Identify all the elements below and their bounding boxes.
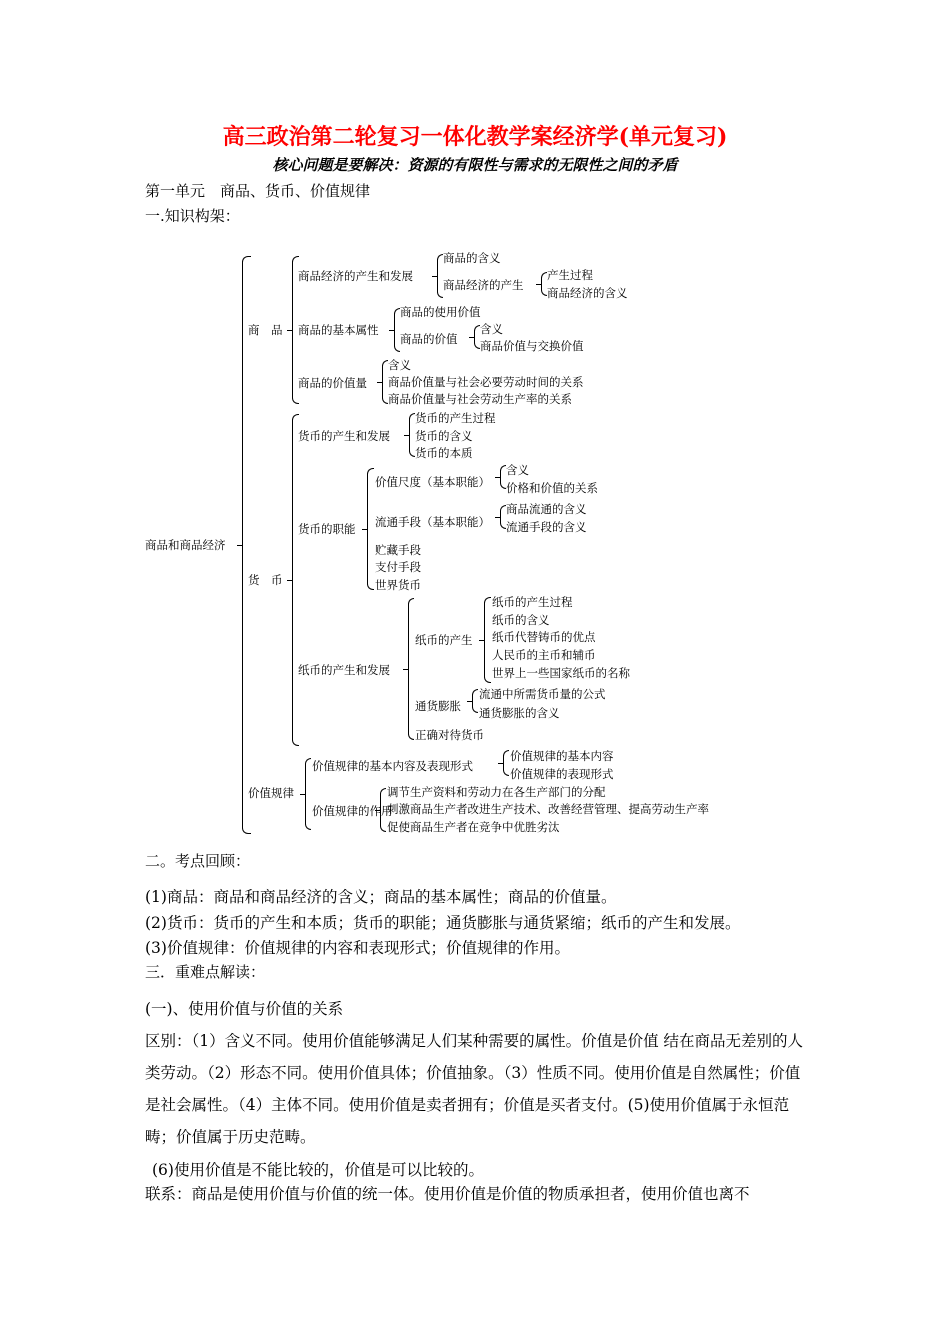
brace-money-c bbox=[408, 598, 414, 740]
tree-leaf: 商品的使用价值 bbox=[400, 305, 481, 319]
brace-money-c1 bbox=[484, 597, 491, 683]
section-review: 二。考点回顾： bbox=[145, 852, 251, 870]
tree-node: 货币的职能 bbox=[298, 522, 356, 536]
tree-node: 价值规律的作用 bbox=[312, 804, 393, 818]
tree-node: 商品的基本属性 bbox=[298, 323, 379, 337]
tree-leaf: 含义 bbox=[388, 358, 411, 372]
review-item: (3)价值规律：价值规律的内容和表现形式；价值规律的作用。 bbox=[145, 939, 570, 957]
tree-leaf: 纸币的产生过程 bbox=[492, 595, 573, 609]
difference-item-6: (6)使用价值是不能比较的，价值是可以比较的。 bbox=[152, 1161, 484, 1179]
tree-node: 商品经济的产生 bbox=[443, 278, 524, 292]
difference-paragraph: 区别：（1）含义不同。使用价值能够满足人们某种需要的属性。价值是价值 结在商品无差别的人类劳动。（2）形态不同。使用价值具体；价值抽象。（3）性质不同。使用价值是自然属性；价值是社会属性。（4）主体不同。使用价值是卖者拥有；价值是买者支付。(5)使用价值属于永恒范畴；价值属于历史范畴。 bbox=[145, 1032, 804, 1146]
tree-node: 流通手段（基本职能） bbox=[375, 515, 490, 529]
tree-leaf: 纸币的含义 bbox=[492, 613, 550, 627]
page-subtitle: 核心问题是要解决：资源的有限性与需求的无限性之间的矛盾 bbox=[272, 156, 678, 174]
tree-leaf: 贮藏手段 bbox=[375, 543, 421, 557]
tree-leaf: 纸币代替铸币的优点 bbox=[492, 630, 596, 644]
tree-money: 货 币 bbox=[248, 573, 283, 587]
tree-leaf: 世界货币 bbox=[375, 578, 421, 592]
tree-leaf: 世界上一些国家纸币的名称 bbox=[492, 666, 630, 680]
brace-money bbox=[292, 414, 299, 746]
section-key-points: 三．重难点解读： bbox=[145, 963, 266, 981]
tree-leaf: 刺激商品生产者改进生产技术、改善经营管理、提高劳动生产率 bbox=[387, 802, 709, 816]
tree-node: 货币的产生和发展 bbox=[298, 429, 390, 443]
brace-money-c2 bbox=[472, 689, 478, 713]
tree-leaf: 价值规律的表现形式 bbox=[510, 767, 614, 781]
tree-node: 价值规律的基本内容及表现形式 bbox=[312, 759, 473, 773]
tree-leaf: 货币的本质 bbox=[415, 446, 473, 460]
tree-leaf: 流通中所需货币量的公式 bbox=[479, 687, 606, 701]
brace-root bbox=[242, 256, 251, 834]
tree-leaf: 通货膨胀的含义 bbox=[479, 706, 560, 720]
tree-node: 商品的价值量 bbox=[298, 376, 367, 390]
tree-leaf: 商品流通的含义 bbox=[506, 502, 587, 516]
tree-leaf: 调节生产资料和劳动力在各生产部门的分配 bbox=[387, 785, 606, 799]
tree-node: 价值尺度（基本职能） bbox=[375, 475, 490, 489]
page-title: 高三政治第二轮复习一体化教学案经济学(单元复习) bbox=[222, 124, 728, 150]
tree-root: 商品和商品经济 bbox=[145, 538, 226, 552]
subsection-heading: (一)、使用价值与价值的关系 bbox=[145, 1000, 344, 1018]
connection-paragraph: 联系：商品是使用价值与价值的统一体。使用价值是价值的物质承担者，使用价值也离不 bbox=[145, 1185, 750, 1203]
tree-node: 纸币的产生和发展 bbox=[298, 663, 390, 677]
brace-value-law-a bbox=[503, 750, 509, 776]
commodity-economy-node: 商品经济的产生和发展 bbox=[298, 269, 413, 283]
tree-value-law: 价值规律 bbox=[248, 786, 294, 800]
tree-leaf: 商品价值量与社会劳动生产率的关系 bbox=[388, 392, 572, 406]
brace-money-b bbox=[367, 468, 374, 590]
tree-commodity: 商 品 bbox=[248, 323, 283, 337]
review-item: (2)货币：货币的产生和本质；货币的职能；通货膨胀与通货紧缩；纸币的产生和发展。 bbox=[145, 914, 741, 932]
tree-node: 通货膨胀 bbox=[415, 699, 461, 713]
review-item: (1)商品：商品和商品经济的含义；商品的基本属性；商品的价值量。 bbox=[145, 888, 617, 906]
tree-leaf: 货币的产生过程 bbox=[415, 411, 496, 425]
brace-value-law-b bbox=[380, 788, 386, 832]
tree-node: 商品的价值 bbox=[400, 332, 458, 346]
tree-leaf: 商品的含义 bbox=[443, 251, 501, 265]
tree-leaf: 价值规律的基本内容 bbox=[510, 749, 614, 763]
tree-leaf: 含义 bbox=[480, 322, 503, 336]
tree-leaf: 流通手段的含义 bbox=[506, 520, 587, 534]
tree-leaf: 促使商品生产者在竞争中优胜劣汰 bbox=[387, 820, 560, 834]
brace-value-law bbox=[305, 758, 311, 830]
section-knowledge-framework: 一.知识构架： bbox=[145, 207, 240, 225]
unit-heading: 第一单元 商品、货币、价值规律 bbox=[145, 182, 371, 200]
tree-node: 纸币的产生 bbox=[415, 633, 473, 647]
tree-leaf: 产生过程 bbox=[547, 268, 593, 282]
tree-leaf: 含义 bbox=[506, 463, 529, 477]
tree-leaf: 货币的含义 bbox=[415, 429, 473, 443]
tree-leaf: 商品经济的含义 bbox=[547, 286, 628, 300]
tree-leaf: 价格和价值的关系 bbox=[506, 481, 598, 495]
tree-leaf: 商品价值量与社会必要劳动时间的关系 bbox=[388, 375, 584, 389]
tree-leaf: 商品价值与交换价值 bbox=[480, 339, 584, 353]
tree-leaf: 人民币的主币和辅币 bbox=[492, 648, 596, 662]
tree-leaf: 支付手段 bbox=[375, 560, 421, 574]
tree-leaf: 正确对待货币 bbox=[415, 728, 484, 742]
